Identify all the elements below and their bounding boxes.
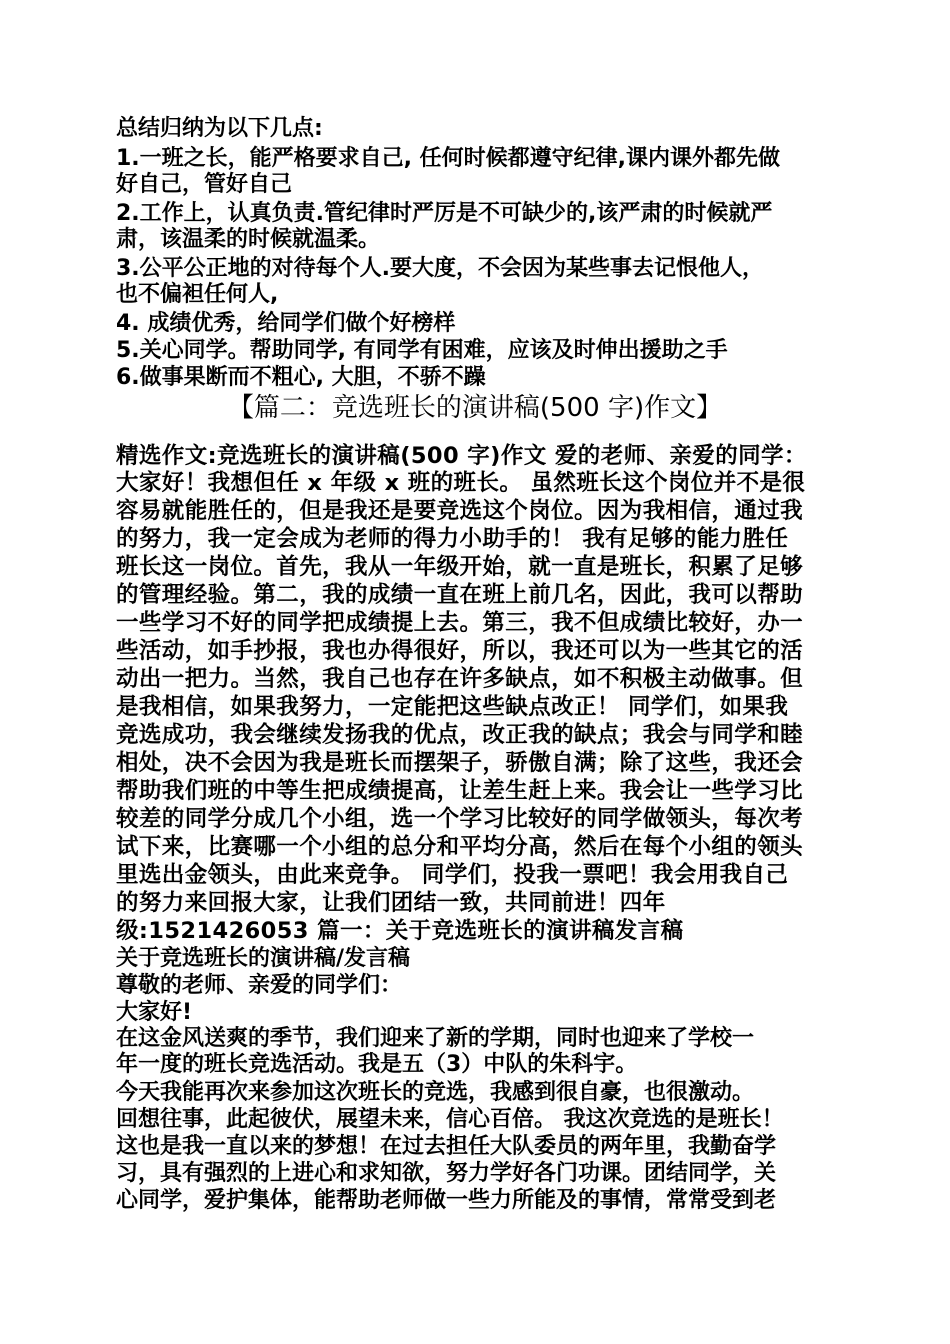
summary-line: 6.做事果断而不粗心, 大胆，不骄不躁 [116, 365, 486, 390]
speech-line: 尊敬的老师、亲爱的同学们： [116, 973, 403, 998]
speech-line: 心同学，爱护集体，能帮助老师做一些力所能及的事情，常常受到老 [116, 1188, 777, 1213]
speech-line: 习，具有强烈的上进心和求知欲，努力学好各门功课。团结同学，关 [116, 1161, 777, 1186]
summary-line: 肃，该温柔的时候就温柔。 [116, 227, 381, 252]
summary-line: 3.公平公正地的对待每个人.要大度，不会因为某些事去记恨他人， [116, 256, 765, 281]
speech-line: 回想往事，此起彼伏，展望未来，信心百倍。 我这次竞选的是班长！ [116, 1107, 784, 1132]
essay-line: 竞选成功，我会继续发扬我的优点，改正我的缺点；我会与同学和睦 [116, 722, 804, 748]
essay-line: 级:1521426053 篇一：关于竞选班长的演讲稿发言稿 [116, 918, 684, 944]
summary-line: 也不偏袒任何人, [116, 282, 279, 307]
essay-line: 相处，决不会因为我是班长而摆架子，骄傲自满；除了这些，我还会 [116, 750, 804, 776]
essay-line: 动出一把力。当然，我自己也存在许多缺点，如不积极主动做事。但 [116, 666, 804, 692]
essay-line: 班长这一岗位。首先，我从一年级开始，就一直是班长，积累了足够 [116, 554, 804, 580]
essay-line: 些活动，如手抄报，我也办得很好，所以，我还可以为一些其它的活 [116, 638, 804, 664]
summary-line: 好自己，管好自己 [116, 172, 293, 197]
essay-line: 里选出金领头，由此来竞争。 同学们，投我一票吧！我会用我自己 [116, 862, 789, 888]
essay-line: 的努力，我一定会成为老师的得力小助手的！ 我有足够的能力胜任 [116, 526, 789, 552]
speech-line: 大家好! [116, 1000, 193, 1025]
essay-line: 是我相信，如果我努力，一定能把这些缺点改正！ 同学们，如果我 [116, 694, 789, 720]
essay-line: 的努力来回报大家，让我们团结一致，共同前进！四年 [116, 890, 666, 916]
section-heading: 【篇二：竞选班长的演讲稿(500 字)作文】 [227, 393, 723, 423]
essay-line: 帮助我们班的中等生把成绩提高，让差生赶上来。我会让一些学习比 [116, 778, 804, 804]
essay-line: 的管理经验。第二，我的成绩一直在班上前几名，因此，我可以帮助 [116, 582, 804, 608]
speech-line: 在这金风送爽的季节，我们迎来了新的学期，同时也迎来了学校一 [116, 1026, 755, 1051]
summary-line: 2.工作上，认真负责.管纪律时严厉是不可缺少的,该严肃的时候就严 [116, 201, 773, 226]
essay-line: 大家好！我想但任 x 年级 x 班的班长。 虽然班长这个岗位并不是很 [116, 470, 806, 496]
summary-line: 5.关心同学。帮助同学, 有同学有困难，应该及时伸出援助之手 [116, 338, 728, 363]
essay-line: 较差的同学分成几个小组，选一个学习比较好的同学做领头，每次考 [116, 806, 804, 832]
summary-line: 4. 成绩优秀，给同学们做个好榜样 [116, 311, 456, 336]
essay-line: 容易就能胜任的，但是我还是要竞选这个岗位。因为我相信，通过我 [116, 498, 804, 524]
essay-line: 一些学习不好的同学把成绩提上去。第三，我不但成绩比较好，办一 [116, 610, 804, 636]
summary-title: 总结归纳为以下几点: [116, 116, 323, 141]
essay-line: 精选作文:竞选班长的演讲稿(500 字)作文 爱的老师、亲爱的同学： [116, 443, 807, 469]
speech-line: 这也是我一直以来的梦想！在过去担任大队委员的两年里，我勤奋学 [116, 1134, 777, 1159]
summary-line: 1.一班之长，能严格要求自己, 任何时候都遵守纪律,课内课外都先做 [116, 146, 781, 171]
speech-line: 关于竞选班长的演讲稿/发言稿 [116, 946, 411, 971]
essay-line: 试下来，比赛哪一个小组的总分和平均分高，然后在每个小组的领头 [116, 834, 804, 860]
speech-line: 年一度的班长竞选活动。我是五（3）中队的朱科宇。 [116, 1052, 638, 1077]
speech-line: 今天我能再次来参加这次班长的竞选，我感到很自豪，也很激动。 [116, 1080, 755, 1105]
